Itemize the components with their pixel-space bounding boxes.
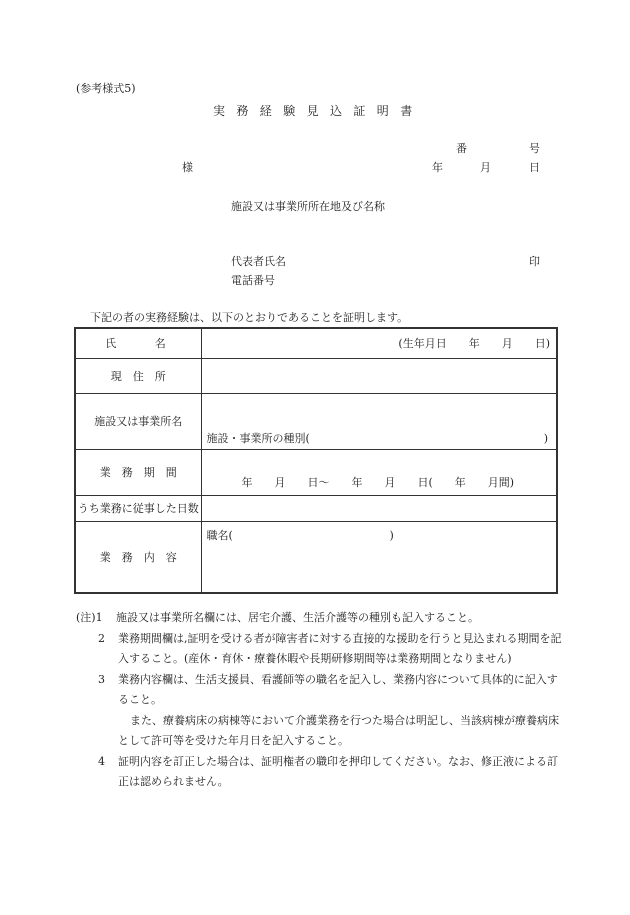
note-3-number: 3 <box>98 672 105 686</box>
content-label: 業 務 内 容 <box>99 550 177 564</box>
note-1 <box>76 608 562 629</box>
note-4-number: 4 <box>98 754 105 768</box>
period-value-cell[interactable] <box>201 449 557 495</box>
content-value-cell[interactable] <box>201 521 557 593</box>
note-2-number: 2 <box>98 631 105 645</box>
facility-label-cell <box>75 393 201 449</box>
period-label-cell <box>75 449 201 495</box>
note-3-supplement-text: また、療養病床の病棟等において介護業務を行つた場合は明記し、当該病棟が療養病床として許可等を受けた年月日を記入すること。 <box>118 713 559 747</box>
note-4 <box>76 752 562 793</box>
seal-mark: 印 <box>529 255 540 268</box>
note-3-supplement <box>76 711 562 752</box>
form-code: (参考様式5) <box>76 82 136 95</box>
address-value-cell[interactable] <box>201 358 557 393</box>
content-label-cell <box>75 521 201 593</box>
facility-label: 施設又は事業所名 <box>94 415 183 428</box>
note-1-number: (注)1 <box>76 611 103 624</box>
job-title-text: 職名( <box>206 528 233 542</box>
number-label: 番 <box>456 142 467 155</box>
row-content <box>75 521 557 593</box>
issuer-phone-label: 電話番号 <box>231 274 275 287</box>
row-days <box>75 495 557 521</box>
days-label: うち業務に従事した日数 <box>77 502 199 515</box>
address-label-cell <box>75 358 201 393</box>
row-facility <box>75 393 557 449</box>
name-value-cell[interactable] <box>201 328 557 358</box>
date-month-label: 月 <box>480 161 491 174</box>
facility-value-cell[interactable] <box>201 393 557 449</box>
experience-table <box>74 327 558 594</box>
name-label: 氏 名 <box>105 337 172 351</box>
period-label: 業 務 期 間 <box>99 466 177 479</box>
note-1-text: 施設又は事業所名欄には、居宅介護、生活介護等の種別も記入すること。 <box>116 611 479 624</box>
date-day-label: 日 <box>529 161 540 174</box>
date-year-label: 年 <box>432 161 443 174</box>
job-title-close: ) <box>389 528 394 542</box>
row-period <box>75 449 557 495</box>
note-2-text: 業務期間欄は,証明を受ける者が障害者に対する直接的な援助を行うと見込まれる期間を記入すること。(産休・育休・療養休暇や長期研修期間等は業務期間となりません) <box>118 631 562 665</box>
birth-date-text: (生年月日 年 月 日) <box>398 337 550 350</box>
issuer-representative-label: 代表者氏名 <box>231 255 286 268</box>
period-text: 年 月 日～ 年 月 日( 年 月間) <box>241 475 515 489</box>
issuer-facility-label: 施設又は事業所所在地及び名称 <box>231 200 385 213</box>
row-name <box>75 328 557 358</box>
note-3-text: 業務内容欄は、生活支援員、看護師等の職名を記入し、業務内容について具体的に記入すること。 <box>118 672 558 706</box>
page-title: 実務経験見込証明書 <box>213 104 424 118</box>
note-2 <box>76 629 562 670</box>
addressee-honorific: 様 <box>182 161 193 174</box>
address-label: 現 住 所 <box>110 369 166 383</box>
name-label-cell <box>75 328 201 358</box>
certification-statement: 下記の者の実務経験は、以下のとおりであることを証明します。 <box>90 311 409 324</box>
note-3 <box>76 670 562 711</box>
facility-type-close: ) <box>543 431 548 445</box>
row-address <box>75 358 557 393</box>
notes-section <box>76 608 562 793</box>
days-value-cell[interactable] <box>201 495 557 521</box>
note-4-text: 証明内容を訂正した場合は、証明権者の職印を押印してください。なお、修正液による訂正は認められません。 <box>118 754 558 788</box>
facility-type-text: 施設・事業所の種別( <box>206 431 310 445</box>
number-suffix: 号 <box>529 142 540 155</box>
days-label-cell <box>75 495 201 521</box>
